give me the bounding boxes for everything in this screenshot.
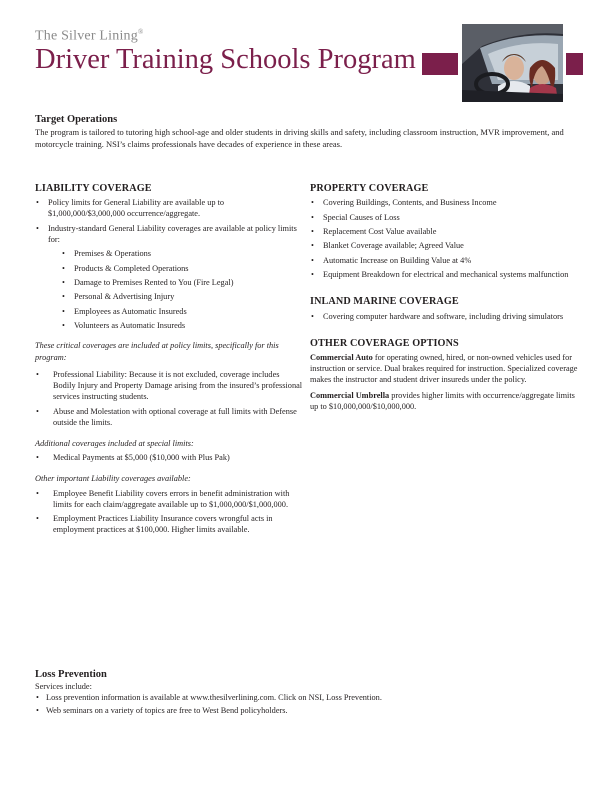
list-item: • Industry-standard General Liability coverages are available at policy limits for: • Premises & Operations • Products & Completed Operations • Damage to Premises Rented to You (Fire Legal) • Personal & Advertising Injury • Employees as Automatic Insureds • Volunteers as Automatic Insureds	[35, 223, 303, 332]
list-item: • Employee Benefit Liability covers errors in benefit administration with limits for each claim/aggregate available up to $1,000,000/$1,000,000.	[35, 488, 303, 510]
list-item: • Abuse and Molestation with optional coverage at full limits with Defense outside the limits.	[35, 406, 303, 428]
commercial-auto-paragraph: Commercial Auto for operating owned, hired, or non-owned vehicles used for instruction or service. Dual brakes required for instruction. Specialized coverage makes the instructor and student driver insureds under the policy.	[310, 352, 578, 385]
list-item: • Policy limits for General Liability are available up to $1,000,000/$3,000,000 occurrence/aggregate.	[35, 197, 303, 219]
other-coverage-heading: OTHER COVERAGE OPTIONS	[310, 337, 459, 349]
inland-marine-section	[310, 296, 578, 321]
accent-bar-left	[422, 53, 458, 75]
target-operations-section	[35, 114, 580, 150]
liability-heading: LIABILITY COVERAGE	[35, 183, 152, 194]
list-item: • Damage to Premises Rented to You (Fire Legal)	[48, 277, 303, 288]
list-item: • Professional Liability: Because it is not excluded, coverage includes Bodily Injury and Property Damage arising from the insured’s professional services instructing students.	[35, 369, 303, 403]
list-item: • Blanket Coverage available; Agreed Value	[310, 240, 578, 251]
page-title: Driver Training Schools Program	[35, 44, 416, 75]
registered-mark: ®	[137, 28, 144, 36]
commercial-auto-label: Commercial Auto	[310, 352, 373, 362]
commercial-umbrella-paragraph: Commercial Umbrella provides higher limits with occurrence/aggregate limits up to $10,000,000/$10,000,000.	[310, 390, 575, 411]
list-item: • Volunteers as Automatic Insureds	[48, 320, 303, 331]
list-item: • Web seminars on a variety of topics are free to West Bend policyholders.	[35, 705, 580, 716]
left-column	[35, 183, 303, 539]
property-heading: PROPERTY COVERAGE	[310, 183, 429, 194]
list-item: • Personal & Advertising Injury	[48, 291, 303, 302]
additional-coverages-list	[35, 452, 303, 463]
target-operations-text: The program is tailored to tutoring high school-age and older students in driving skills and safety, including classroom instruction, MVR improvement, and motorcycle training. NSI’s claims professionals have decades of experience in these areas.	[35, 127, 564, 149]
loss-prevention-section	[35, 669, 580, 717]
header-photo-driving-lesson	[462, 24, 563, 102]
commercial-umbrella-label: Commercial Umbrella	[310, 390, 390, 400]
list-item: • Covering computer hardware and software, including driving simulators	[310, 311, 578, 322]
target-operations-heading: Target Operations	[35, 114, 118, 125]
list-item: • Medical Payments at $5,000 ($10,000 with Plus Pak)	[35, 452, 303, 463]
list-item: • Products & Completed Operations	[48, 263, 303, 274]
loss-prevention-heading: Loss Prevention	[35, 669, 107, 680]
other-liability-list	[35, 488, 303, 536]
liability-list	[35, 197, 303, 331]
page-header	[0, 0, 612, 110]
right-column	[310, 183, 578, 416]
critical-coverages-list	[35, 369, 303, 428]
accent-bar-right	[566, 53, 583, 75]
list-item: • Automatic Increase on Building Value at 4%	[310, 255, 578, 266]
other-liability-intro: Other important Liability coverages available:	[35, 474, 191, 484]
list-item: • Loss prevention information is available at www.thesilverlining.com. Click on NSI, Loss Prevention.	[35, 692, 580, 703]
brand-name: The Silver Lining®	[35, 28, 144, 44]
inland-marine-heading: INLAND MARINE COVERAGE	[310, 296, 459, 308]
loss-prevention-list	[35, 692, 580, 715]
loss-prevention-intro: Services include:	[35, 682, 92, 692]
critical-coverages-intro: These critical coverages are included at policy limits, specifically for this program:	[35, 341, 279, 362]
list-item: • Equipment Breakdown for electrical and mechanical systems malfunction	[310, 269, 578, 280]
list-item: • Covering Buildings, Contents, and Business Income	[310, 197, 578, 208]
additional-coverages-intro: Additional coverages included at special limits:	[35, 438, 194, 448]
list-item: • Replacement Cost Value available	[310, 226, 578, 237]
inland-marine-list	[310, 311, 578, 322]
liability-sublist	[48, 248, 303, 331]
list-item: • Premises & Operations	[48, 248, 303, 259]
list-item: • Employment Practices Liability Insurance covers wrongful acts in employment practices at $100,000. Higher limits available.	[35, 513, 303, 535]
list-item: • Employees as Automatic Insureds	[48, 306, 303, 317]
other-coverage-section	[310, 338, 578, 412]
list-item: • Special Causes of Loss	[310, 212, 578, 223]
property-list	[310, 197, 578, 280]
